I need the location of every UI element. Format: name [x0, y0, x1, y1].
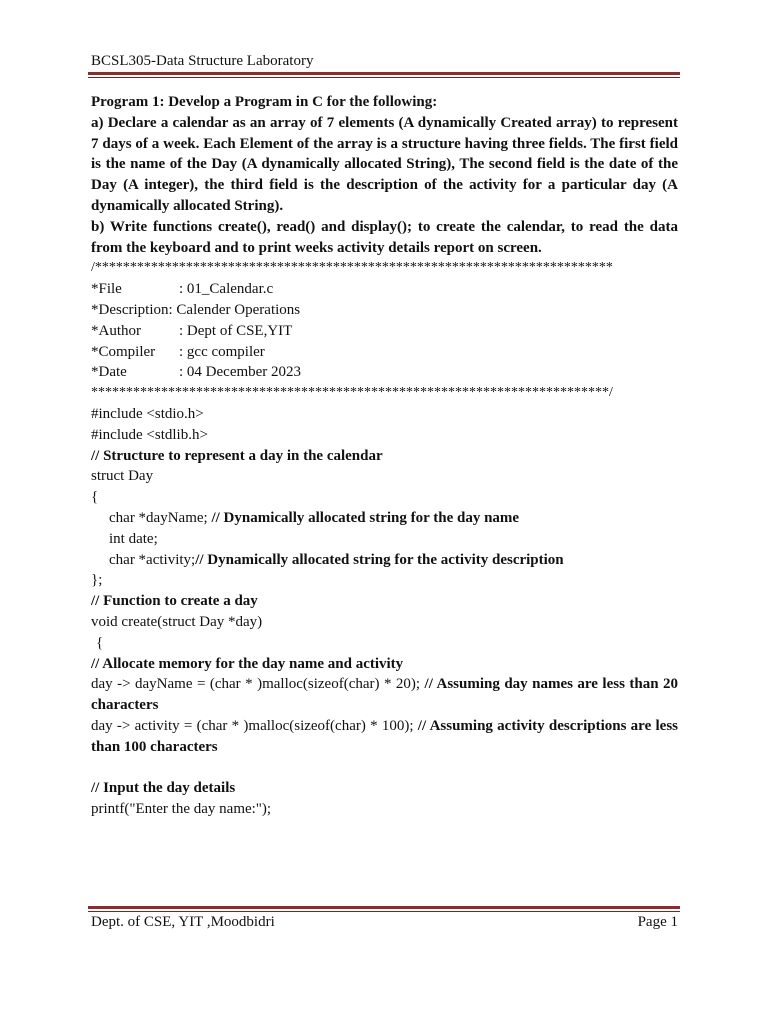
program-heading: Program 1: Develop a Program in C for the following:	[91, 94, 438, 110]
code-comment: // Dynamically allocated string for the day name	[211, 509, 520, 526]
file-header-key: *File	[91, 281, 122, 298]
code-comment: // Assuming day names are less than 20 characters	[91, 676, 678, 714]
code-struct-decl: struct Day	[91, 468, 154, 485]
page-body	[91, 92, 678, 820]
file-header-value: : Dept of CSE,YIT	[179, 322, 293, 339]
code-field-activity	[91, 550, 678, 571]
file-header-row-description	[91, 300, 678, 321]
code-alloc-activity	[91, 716, 678, 758]
file-header-key: *Date	[91, 364, 127, 381]
file-header-value: : 04 December 2023	[179, 364, 302, 381]
file-header-value: : 01_Calendar.c	[179, 281, 274, 298]
page-header-title: BCSL305-Data Structure Laboratory	[91, 53, 314, 69]
program-part-b: b) Write functions create(), read() and display(); to create the calendar, to read the data from the keyboard and to print weeks activity details report on screen.	[91, 218, 678, 256]
code-comment-create: // Function to create a day	[91, 593, 258, 610]
file-header-row-author	[91, 321, 678, 342]
code-comment-input: // Input the day details	[91, 780, 236, 797]
code-include-stdlib: #include <stdlib.h>	[91, 426, 208, 443]
code-alloc-dayname	[91, 674, 678, 716]
code-create-open-brace: {	[96, 634, 104, 651]
code-comment: // Dynamically allocated string for the activity description	[195, 551, 564, 568]
code-field-dayname	[91, 508, 678, 529]
code-comment-alloc: // Allocate memory for the day name and activity	[91, 655, 404, 672]
file-header-key: *Author	[91, 322, 141, 339]
header-rule	[88, 72, 680, 78]
file-header-value: Calender Operations	[176, 301, 301, 318]
code-field-date: int date;	[109, 530, 158, 547]
footer-rule	[88, 906, 680, 912]
program-part-a: a) Declare a calendar as an array of 7 elements (A dynamically Created array) to represent 7 days of a week. Each Element of the array is a structure having three fields. The first field is the name of the Day (A dynamically allocated String), The second field is the date of the Day (A integer), the third field is the description of the activity for a particular day (A dynamically allocated String).	[91, 114, 678, 214]
code-comment-struct: // Structure to represent a day in the calendar	[91, 447, 383, 464]
file-header-open: /**************************************************************************	[91, 260, 613, 276]
file-header-close: **************************************************************************/	[91, 385, 613, 401]
footer-page-number: Page 1	[637, 914, 678, 930]
file-header-key: *Compiler	[91, 343, 156, 360]
code-text: char *dayName;	[109, 509, 212, 526]
code-printf: printf("Enter the day name:");	[91, 801, 272, 818]
code-comment: // Assuming activity descriptions are less than 100 characters	[91, 717, 678, 755]
file-header-key: *Description:	[91, 301, 173, 318]
code-include-stdio: #include <stdio.h>	[91, 405, 204, 422]
code-text: day -> dayName = (char * )malloc(sizeof(char) * 20);	[91, 676, 425, 693]
footer-department: Dept. of CSE, YIT ,Moodbidri	[91, 914, 275, 930]
code-close-struct: };	[91, 572, 103, 589]
file-header-row-date	[91, 362, 678, 383]
code-create-signature: void create(struct Day *day)	[91, 613, 263, 630]
file-header-row-file	[91, 279, 678, 300]
file-header-row-compiler	[91, 342, 678, 363]
code-text: day -> activity = (char * )malloc(sizeof(char) * 100);	[91, 717, 418, 734]
code-text: char *activity;	[109, 551, 196, 568]
blank-line	[91, 758, 678, 779]
code-open-brace: {	[91, 489, 99, 506]
file-header-value: : gcc compiler	[179, 343, 265, 360]
